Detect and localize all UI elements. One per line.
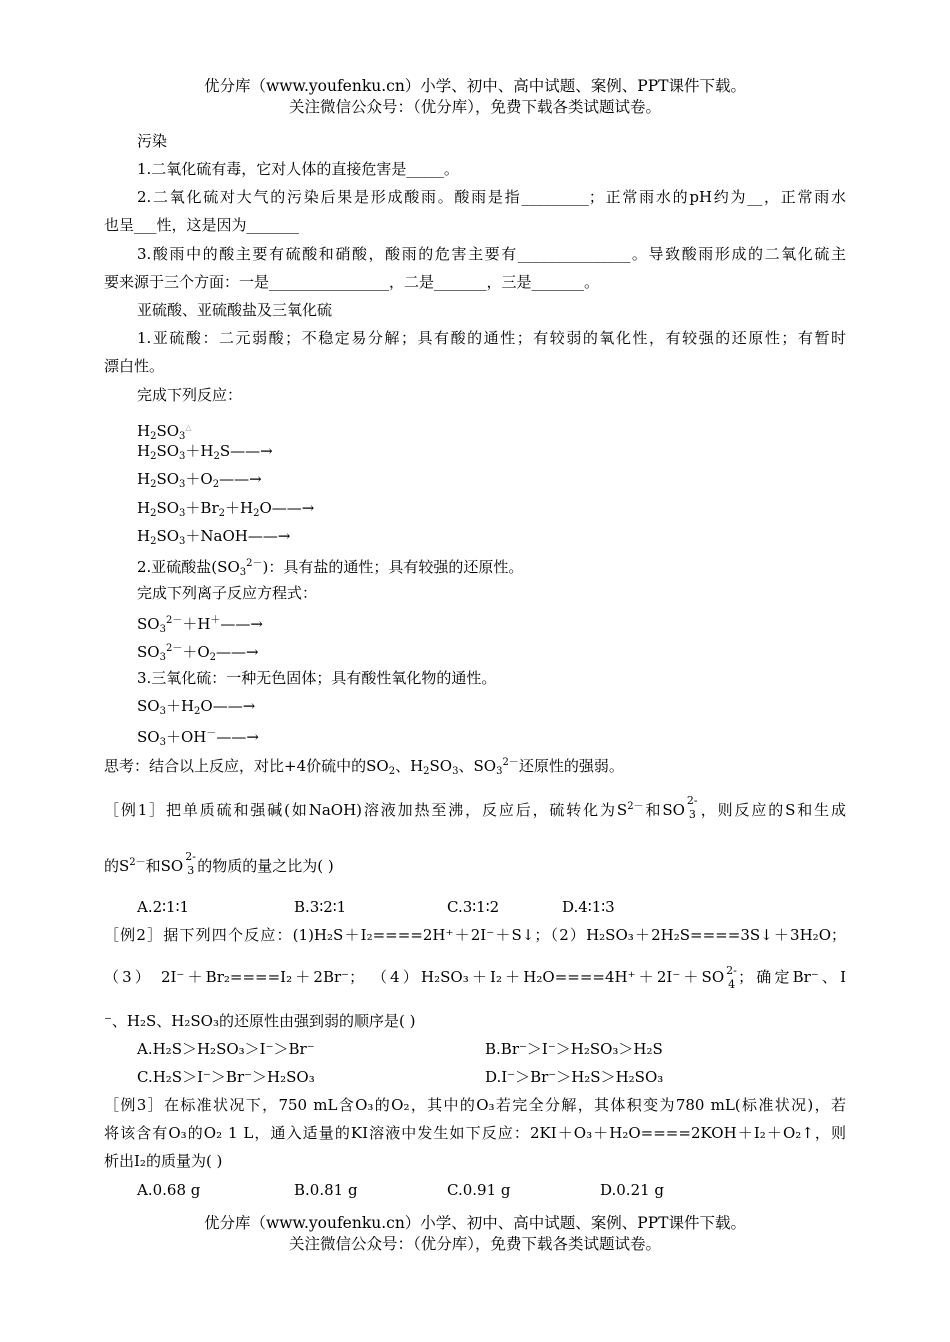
reaction-so3-2-o2: $SO_3^{2-}+O_2——\to$ xyxy=(137,643,259,663)
example-3-line-1: ［例3］在标准状况下，750 mL含O₃的O₂，其中的O₃若完全分解，其体积变为780 mL(标准状况)，若 xyxy=(104,1096,846,1114)
example-1-line-1: ［例1］把单质硫和强碱(如NaOH)溶液加热至沸，反应后，硫转化为$S^{2-}$和SO 2- 3 ，则反应的S和生成 xyxy=(104,794,846,821)
example-2-option-b: B.Br⁻＞I⁻＞H₂SO₃＞H₂S xyxy=(485,1040,663,1058)
sulfurous-acid-line-2: 漂白性。 xyxy=(104,357,165,375)
reaction-h2so3-decompose: $H_2SO_3^\triangle$ xyxy=(137,422,192,442)
example-2-option-a: A.H₂S＞H₂SO₃＞I⁻＞Br⁻ xyxy=(137,1040,315,1058)
footer-line-2: 关注微信公众号：（优分库），免费下载各类试题试卷。 xyxy=(288,1235,661,1253)
reaction-h2so3-naoh: $H_2SO_3+NaOH——\to$ xyxy=(137,527,291,547)
reaction-h2so3-o2: $H_2SO_3+O_2——\to$ xyxy=(137,470,262,490)
example-3-line-2: 将该含有O₃的O₂ 1 L，通入适量的KI溶液中发生如下反应：2KI＋O₃＋H₂O====2KOH＋I₂＋O₂↑，则 xyxy=(104,1124,846,1142)
sulfite-salt-line: 2.亚硫酸盐$(SO_3^{2-})$：具有盐的通性；具有较强的还原性。 xyxy=(137,558,524,578)
question-3-line-1: 3.酸雨中的酸主要有硫酸和硝酸，酸雨的危害主要有_______________。导致酸雨形成的二氧化硫主 xyxy=(137,245,846,263)
example-2-option-d: D.I⁻＞Br⁻＞H₂S＞H₂SO₃ xyxy=(485,1068,664,1086)
header-line-2: 关注微信公众号：（优分库），免费下载各类试题试卷。 xyxy=(288,98,661,116)
complete-ionic-label: 完成下列离子反应方程式： xyxy=(137,584,318,602)
reaction-so3-oh: $SO_3+OH^-——\to$ xyxy=(137,728,259,748)
example-1-option-b: B.3∶2∶1 xyxy=(294,898,347,916)
example-3-option-b: B.0.81 g xyxy=(294,1181,358,1199)
example-3-line-3: 析出I₂的质量为( ) xyxy=(104,1152,223,1170)
example-1-option-d: D.4∶1∶3 xyxy=(562,898,615,916)
example-1-line-2: 的$S^{2-}$和SO 2- 3 的物质的量之比为( ) xyxy=(104,850,334,877)
sulfurous-acid-line-1: 1.亚硫酸：二元弱酸；不稳定易分解；具有酸的通性；有较弱的氧化性，有较强的还原性；有暂时 xyxy=(137,329,846,347)
example-2-option-c: C.H₂S＞I⁻＞Br⁻＞H₂SO₃ xyxy=(137,1068,315,1086)
question-2-line-2: 也呈___性，这是因为_______ xyxy=(104,216,300,234)
example-3-option-d: D.0.21 g xyxy=(600,1181,665,1199)
footer-line-1: 优分库（www.youfenku.cn）小学、初中、高中试题、案例、PPT课件下载。 xyxy=(203,1214,747,1232)
question-1: 1.二氧化硫有毒，它对人体的直接危害是_____。 xyxy=(137,160,459,178)
question-2-line-1: 2.二氧化硫对大气的污染后果是形成酸雨。酸雨是指_________；正常雨水的pH约为__，正常雨水 xyxy=(137,188,846,206)
example-2-line-1: ［例2］据下列四个反应：(1)H₂S＋I₂====2H⁺＋2I⁻＋S↓；（2）H₂SO₃＋2H₂S====3S↓＋3H₂O； xyxy=(104,926,846,944)
header-line-1: 优分库（www.youfenku.cn）小学、初中、高中试题、案例、PPT课件下载。 xyxy=(203,77,747,95)
complete-reactions-label: 完成下列反应： xyxy=(137,386,243,404)
example-1-option-a: A.2∶1∶1 xyxy=(137,898,190,916)
reaction-so3-h2o: $SO_3+H_2O——\to$ xyxy=(137,697,256,717)
reaction-h2so3-h2s: $H_2SO_3+H_2S——\to$ xyxy=(137,442,273,462)
example-2-line-2: （3） 2I⁻＋Br₂====I₂＋2Br⁻； （4）H₂SO₃＋I₂＋H₂O====4H⁺＋2I⁻＋SO 2- 4 ；确定Br⁻、I xyxy=(104,964,846,991)
sulfur-trioxide-line: 3.三氧化硫：一种无色固体；具有酸性氧化物的通性。 xyxy=(137,669,497,687)
section-title-pollution: 污染 xyxy=(137,132,168,150)
example-2-line-3: ⁻、H₂S、H₂SO₃的还原性由强到弱的顺序是( ) xyxy=(104,1012,416,1030)
reaction-h2so3-br2: $H_2SO_3+Br_2+H_2O——\to$ xyxy=(137,499,315,519)
example-3-option-a: A.0.68 g xyxy=(137,1181,201,1199)
example-3-option-c: C.0.91 g xyxy=(447,1181,511,1199)
question-3-line-2: 要来源于三个方面：一是________________，二是_______，三是_______。 xyxy=(104,273,600,291)
section-title-sulfite: 亚硫酸、亚硫酸盐及三氧化硫 xyxy=(137,301,333,319)
example-1-option-c: C.3∶1∶2 xyxy=(447,898,500,916)
think-question: 思考：结合以上反应，对比+4价硫中的$SO_2$、$H_2SO_3$、$SO_3^{2-}$还原性的强弱。 xyxy=(104,757,624,777)
reaction-so3-2-h: $SO_3^{2-}+H^+——\to$ xyxy=(137,615,263,635)
